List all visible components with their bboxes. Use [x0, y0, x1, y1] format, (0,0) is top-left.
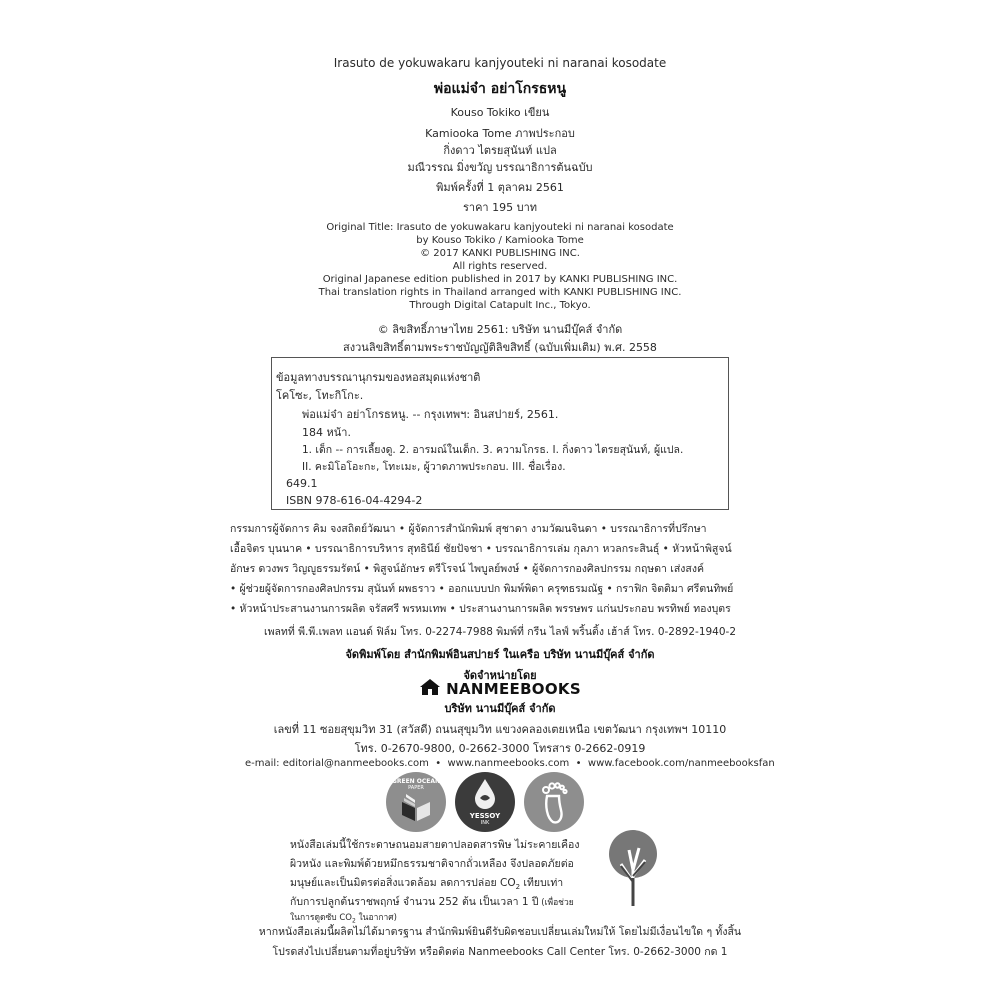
romanized-title: Irasuto de yokuwakaru kanjyouteki ni naranai kosodate [333, 56, 667, 70]
rights-line: by Kouso Tokiko / Kamiooka Tome [416, 235, 584, 246]
eco-line-text: มนุษย์และเป็นมิตรต่อสิ่งแวดล้อม ลดการปล่อย CO [290, 877, 516, 889]
yessoy-ink-badge [455, 772, 515, 832]
cip-classification: 649.1 [286, 477, 318, 490]
publisher-address: เลขที่ 11 ซอยสุขุมวิท 31 (สวัสดี) ถนนสุขุมวิท แขวงคลองเตยเหนือ เขตวัฒนา กรุงเทพฯ 10110 [273, 723, 727, 736]
email[interactable]: e-mail: editorial@nanmeebooks.com [245, 758, 429, 769]
eco-line-text: ในการดูดซับ CO [290, 913, 352, 923]
badge-label: GREEN OCEAN [391, 778, 441, 785]
eco-line-small: (เพื่อช่วย [538, 898, 574, 908]
credit-editor: มณีวรรณ มิ่งขวัญ บรรณาธิการต้นฉบับ [407, 161, 593, 174]
eco-line: ผิวหนัง และพิมพ์ด้วยหมึกธรรมชาติจากถั่วเหลือง จึงปลอดภัยต่อ [290, 858, 574, 870]
rights-line: © 2017 KANKI PUBLISHING INC. [420, 248, 580, 259]
cip-isbn: ISBN 978-616-04-4294-2 [286, 494, 423, 507]
publisher-company: บริษัท นานมีบุ๊คส์ จำกัด [444, 702, 556, 715]
rights-line: Thai translation rights in Thailand arranged with KANKI PUBLISHING INC. [318, 287, 682, 298]
rights-line: Original Japanese edition published in 2017 by KANKI PUBLISHING INC. [322, 274, 678, 285]
badge-sublabel: PAPER [408, 785, 424, 791]
rights-line: Original Title: Irasuto de yokuwakaru kanjyouteki ni naranai kosodate [326, 222, 674, 233]
cip-subjects-1: 1. เด็ก -- การเลี้ยงดู. 2. อารมณ์ในเด็ก. 3. ความโกรธ. I. กิ่งดาว ไตรยสุนันท์, ผู้แปล. [302, 444, 684, 456]
contact-row [245, 758, 775, 769]
credit-price: ราคา 195 บาท [462, 201, 538, 214]
bullet: • [572, 758, 585, 769]
tree-icon [603, 826, 663, 908]
credit-translator: กิ่งดาว ไตรยสุนันท์ แปล [443, 144, 557, 157]
website-link[interactable]: www.nanmeebooks.com [447, 758, 570, 769]
logo-text: NANMEEBOOKS [446, 680, 581, 698]
nanmeebooks-logo [0, 678, 1000, 700]
eco-line: หนังสือเล่มนี้ใช้กระดาษถนอมสายตาปลอดสารพิษ ไม่ระคายเคือง [290, 839, 580, 851]
bullet: • [432, 758, 445, 769]
staff-line: เอื้อจิตร บุนนาค • บรรณาธิการบริหาร สุทธินีย์ ชัยปัจชา • บรรณาธิการเล่ม กุลภา หวลกระสินธุ์ • หัวหน้าพิสูจน์ [230, 543, 732, 555]
rights-line: Through Digital Catapult Inc., Tokyo. [409, 300, 591, 311]
eco-line [290, 893, 574, 910]
staff-line: กรรมการผู้จัดการ คิม จงสถิตย์วัฒนา • ผู้จัดการสำนักพิมพ์ สุชาดา งามวัฒนจินดา • บรรณาธิการที่ปรึกษา [230, 523, 707, 535]
published-by: จัดพิมพ์โดย สำนักพิมพ์อินสปายร์ ในเครือ บริษัท นานมีบุ๊คส์ จำกัด [345, 648, 655, 661]
eco-line-text: เทียบเท่า [520, 877, 564, 889]
eco-line [290, 874, 563, 891]
footer-guarantee: หากหนังสือเล่มนี้ผลิตไม่ได้มาตรฐาน สำนักพิมพ์ยินดีรับผิดชอบเปลี่ยนเล่มใหม่ให้ โดยไม่มีเงื่อนไขใด ๆ ทั้งสิ้น [258, 926, 742, 938]
co2-subscript: 2 [515, 883, 521, 892]
staff-line: อักษร ดวงพร วิญญูธรรมรัตน์ • พิสูจน์อักษร ตรีโรจน์ ไพบูลย์พงษ์ • ผู้จัดการกองศิลปกรรม กฤษดา เส่งสงค์ [230, 563, 704, 575]
co2-subscript: 2 [351, 917, 356, 925]
badge-label: YESSOY [469, 812, 501, 820]
green-ocean-badge [386, 772, 446, 832]
cip-pages: 184 หน้า. [302, 426, 351, 439]
eco-line-text: กับการปลูกต้นราชพฤกษ์ จำนวน 252 ต้น เป็นเวลา 1 ปี [290, 896, 539, 908]
cip-title-line: พ่อแม่จ๋า อย่าโกรธหนู. -- กรุงเทพฯ: อินสปายร์, 2561. [302, 408, 559, 421]
cip-subjects-2: II. คะมิโอโอะกะ, โทะเมะ, ผู้วาดภาพประกอบ. III. ชื่อเรื่อง. [302, 461, 566, 473]
badge-sublabel: INK [480, 820, 490, 826]
credit-author: Kouso Tokiko เขียน [450, 106, 550, 119]
footer-contact: โปรดส่งไปเปลี่ยนตามที่อยู่บริษัท หรือติดต่อ Nanmeebooks Call Center โทร. 0-2662-3000 กด 1 [272, 946, 728, 958]
cip-author: โคโซะ, โทะกิโกะ. [276, 389, 364, 402]
print-info: เพลทที่ พี.พี.เพลท แอนด์ ฟิล์ม โทร. 0-2274-7988 พิมพ์ที่ กรีน ไลฟ์ พริ้นติ้ง เฮ้าส์ โทร. 0-2892-1940-2 [263, 626, 737, 638]
distributed-by: จัดจำหน่ายโดย [463, 669, 537, 682]
credit-illustrator: Kamiooka Tome ภาพประกอบ [425, 127, 575, 140]
rights-thai-copyright: © ลิขสิทธิ์ภาษาไทย 2561: บริษัท นานมีบุ๊คส์ จำกัด [377, 323, 623, 336]
staff-line: • หัวหน้าประสานงานการผลิต จรัสศรี พรหมเทพ • ประสานงานการผลิต พรรษพร แก่นประกอบ พรทิพย์ ทองบุตร [230, 603, 731, 615]
rights-line: All rights reserved. [452, 261, 548, 272]
rights-thai-reserved: สงวนลิขสิทธิ์ตามพระราชบัญญัติลิขสิทธิ์ (ฉบับเพิ่มเติม) พ.ศ. 2558 [343, 341, 657, 354]
thai-title: พ่อแม่จ๋า อย่าโกรธหนู [433, 81, 567, 97]
eco-line-text: ในอากาศ) [355, 913, 397, 923]
footprint-badge [524, 772, 584, 832]
staff-line: • ผู้ช่วยผู้จัดการกองศิลปกรรม สุนันท์ ผพธราว • ออกแบบปก พิมพ์พิดา ครุฑธรมณัฐ • กราฟิก จิตติมา ศรีตนทิพย์ [230, 583, 734, 595]
book-house-icon [419, 678, 441, 700]
credit-edition: พิมพ์ครั้งที่ 1 ตุลาคม 2561 [436, 181, 564, 194]
cip-heading: ข้อมูลทางบรรณานุกรมของหอสมุดแห่งชาติ [276, 371, 481, 384]
cip-box [271, 357, 729, 510]
facebook-link[interactable]: www.facebook.com/nanmeebooksfan [587, 758, 775, 769]
publisher-phones: โทร. 0-2670-9800, 0-2662-3000 โทรสาร 0-2662-0919 [354, 742, 646, 755]
